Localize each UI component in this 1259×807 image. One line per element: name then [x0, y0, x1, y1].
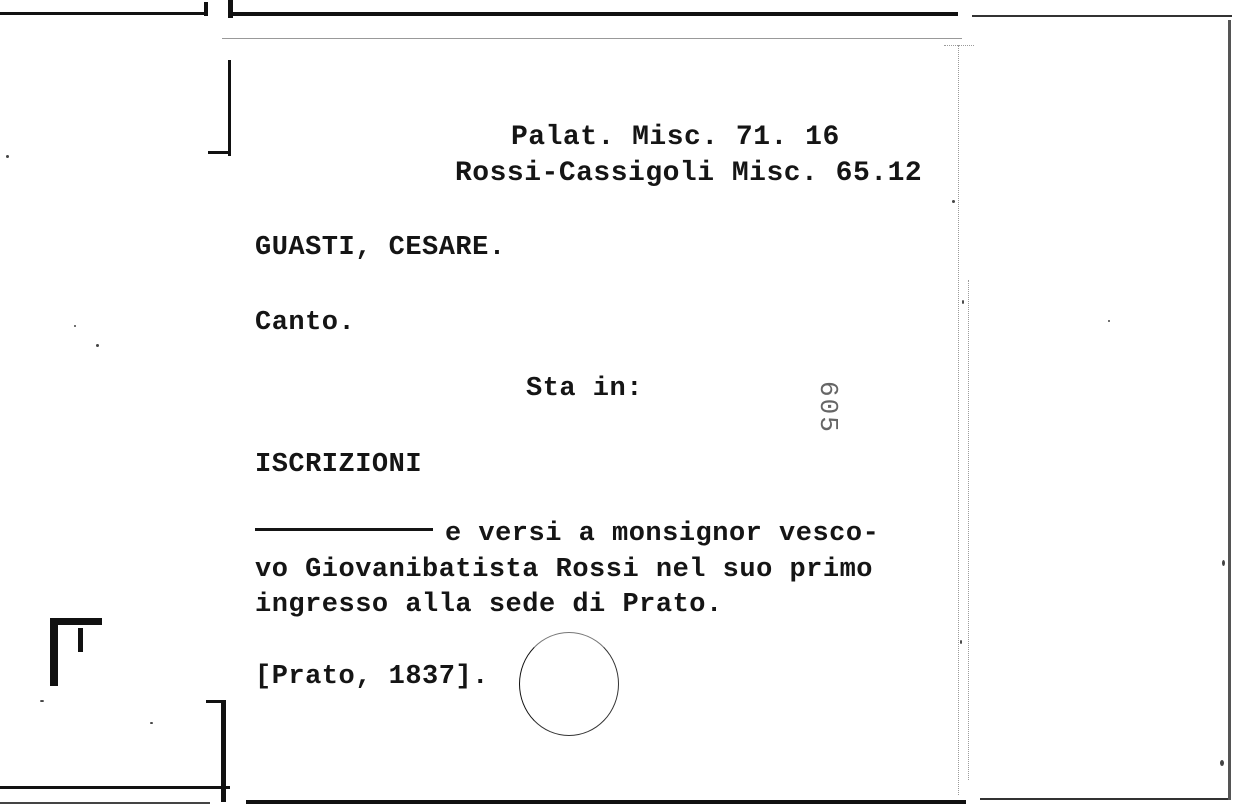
- author-heading: GUASTI, CESARE.: [255, 233, 506, 263]
- bottom-rule-left-low: [0, 802, 210, 804]
- marginal-number: 605: [813, 381, 843, 434]
- description-line-3: ingresso alla sede di Prato.: [255, 590, 723, 620]
- speck: [40, 700, 44, 702]
- speck: [6, 155, 9, 158]
- card-right-edge: [958, 45, 959, 795]
- top-rule-left: [0, 12, 205, 15]
- repeat-title-dash: [255, 528, 433, 531]
- imprint: [Prato, 1837].: [255, 662, 489, 692]
- bottom-rule-main: [246, 800, 966, 804]
- top-rule-under: [222, 38, 962, 39]
- left-bracket-top-foot: [208, 151, 230, 154]
- work-title: Canto.: [255, 308, 356, 338]
- left-bracket-bottom-vertical: [221, 700, 226, 802]
- speck: [960, 640, 962, 644]
- host-title: ISCRIZIONI: [255, 450, 423, 480]
- margin-bracket-tick: [78, 628, 83, 652]
- margin-bracket-vertical: [50, 622, 58, 686]
- speck: [1108, 320, 1110, 322]
- speck: [74, 325, 76, 327]
- top-rule-right: [972, 15, 1232, 17]
- left-bracket-bottom-foot: [206, 700, 224, 703]
- card-top-edge: [944, 45, 974, 46]
- top-rule-main: [228, 12, 958, 16]
- bottom-rule-left: [0, 786, 230, 789]
- speck: [1220, 760, 1224, 766]
- speck: [1222, 560, 1225, 566]
- margin-bracket-top: [50, 618, 102, 625]
- speck: [150, 722, 153, 724]
- speck: [962, 300, 964, 304]
- left-bracket-top-vertical: [228, 60, 231, 156]
- sta-in-label: Sta in:: [526, 374, 643, 404]
- marginal-number-stamp: [803, 381, 843, 451]
- speck: [96, 344, 99, 347]
- card-right-edge-2: [968, 280, 969, 780]
- shelfmark-line-2: Rossi-Cassigoli Misc. 65.12: [455, 158, 923, 189]
- far-right-edge: [1228, 20, 1231, 800]
- description-line-2: vo Giovanibatista Rossi nel suo primo: [255, 555, 873, 585]
- library-stamp-circle: [519, 632, 619, 736]
- description-text-1: e versi a monsignor vesco-: [445, 519, 880, 549]
- speck: [952, 200, 955, 203]
- bottom-rule-right: [980, 798, 1230, 800]
- top-tick-b: [228, 0, 233, 18]
- description-line-1: [255, 517, 879, 551]
- top-tick-a: [204, 2, 208, 16]
- shelfmark-line-1: Palat. Misc. 71. 16: [511, 122, 840, 153]
